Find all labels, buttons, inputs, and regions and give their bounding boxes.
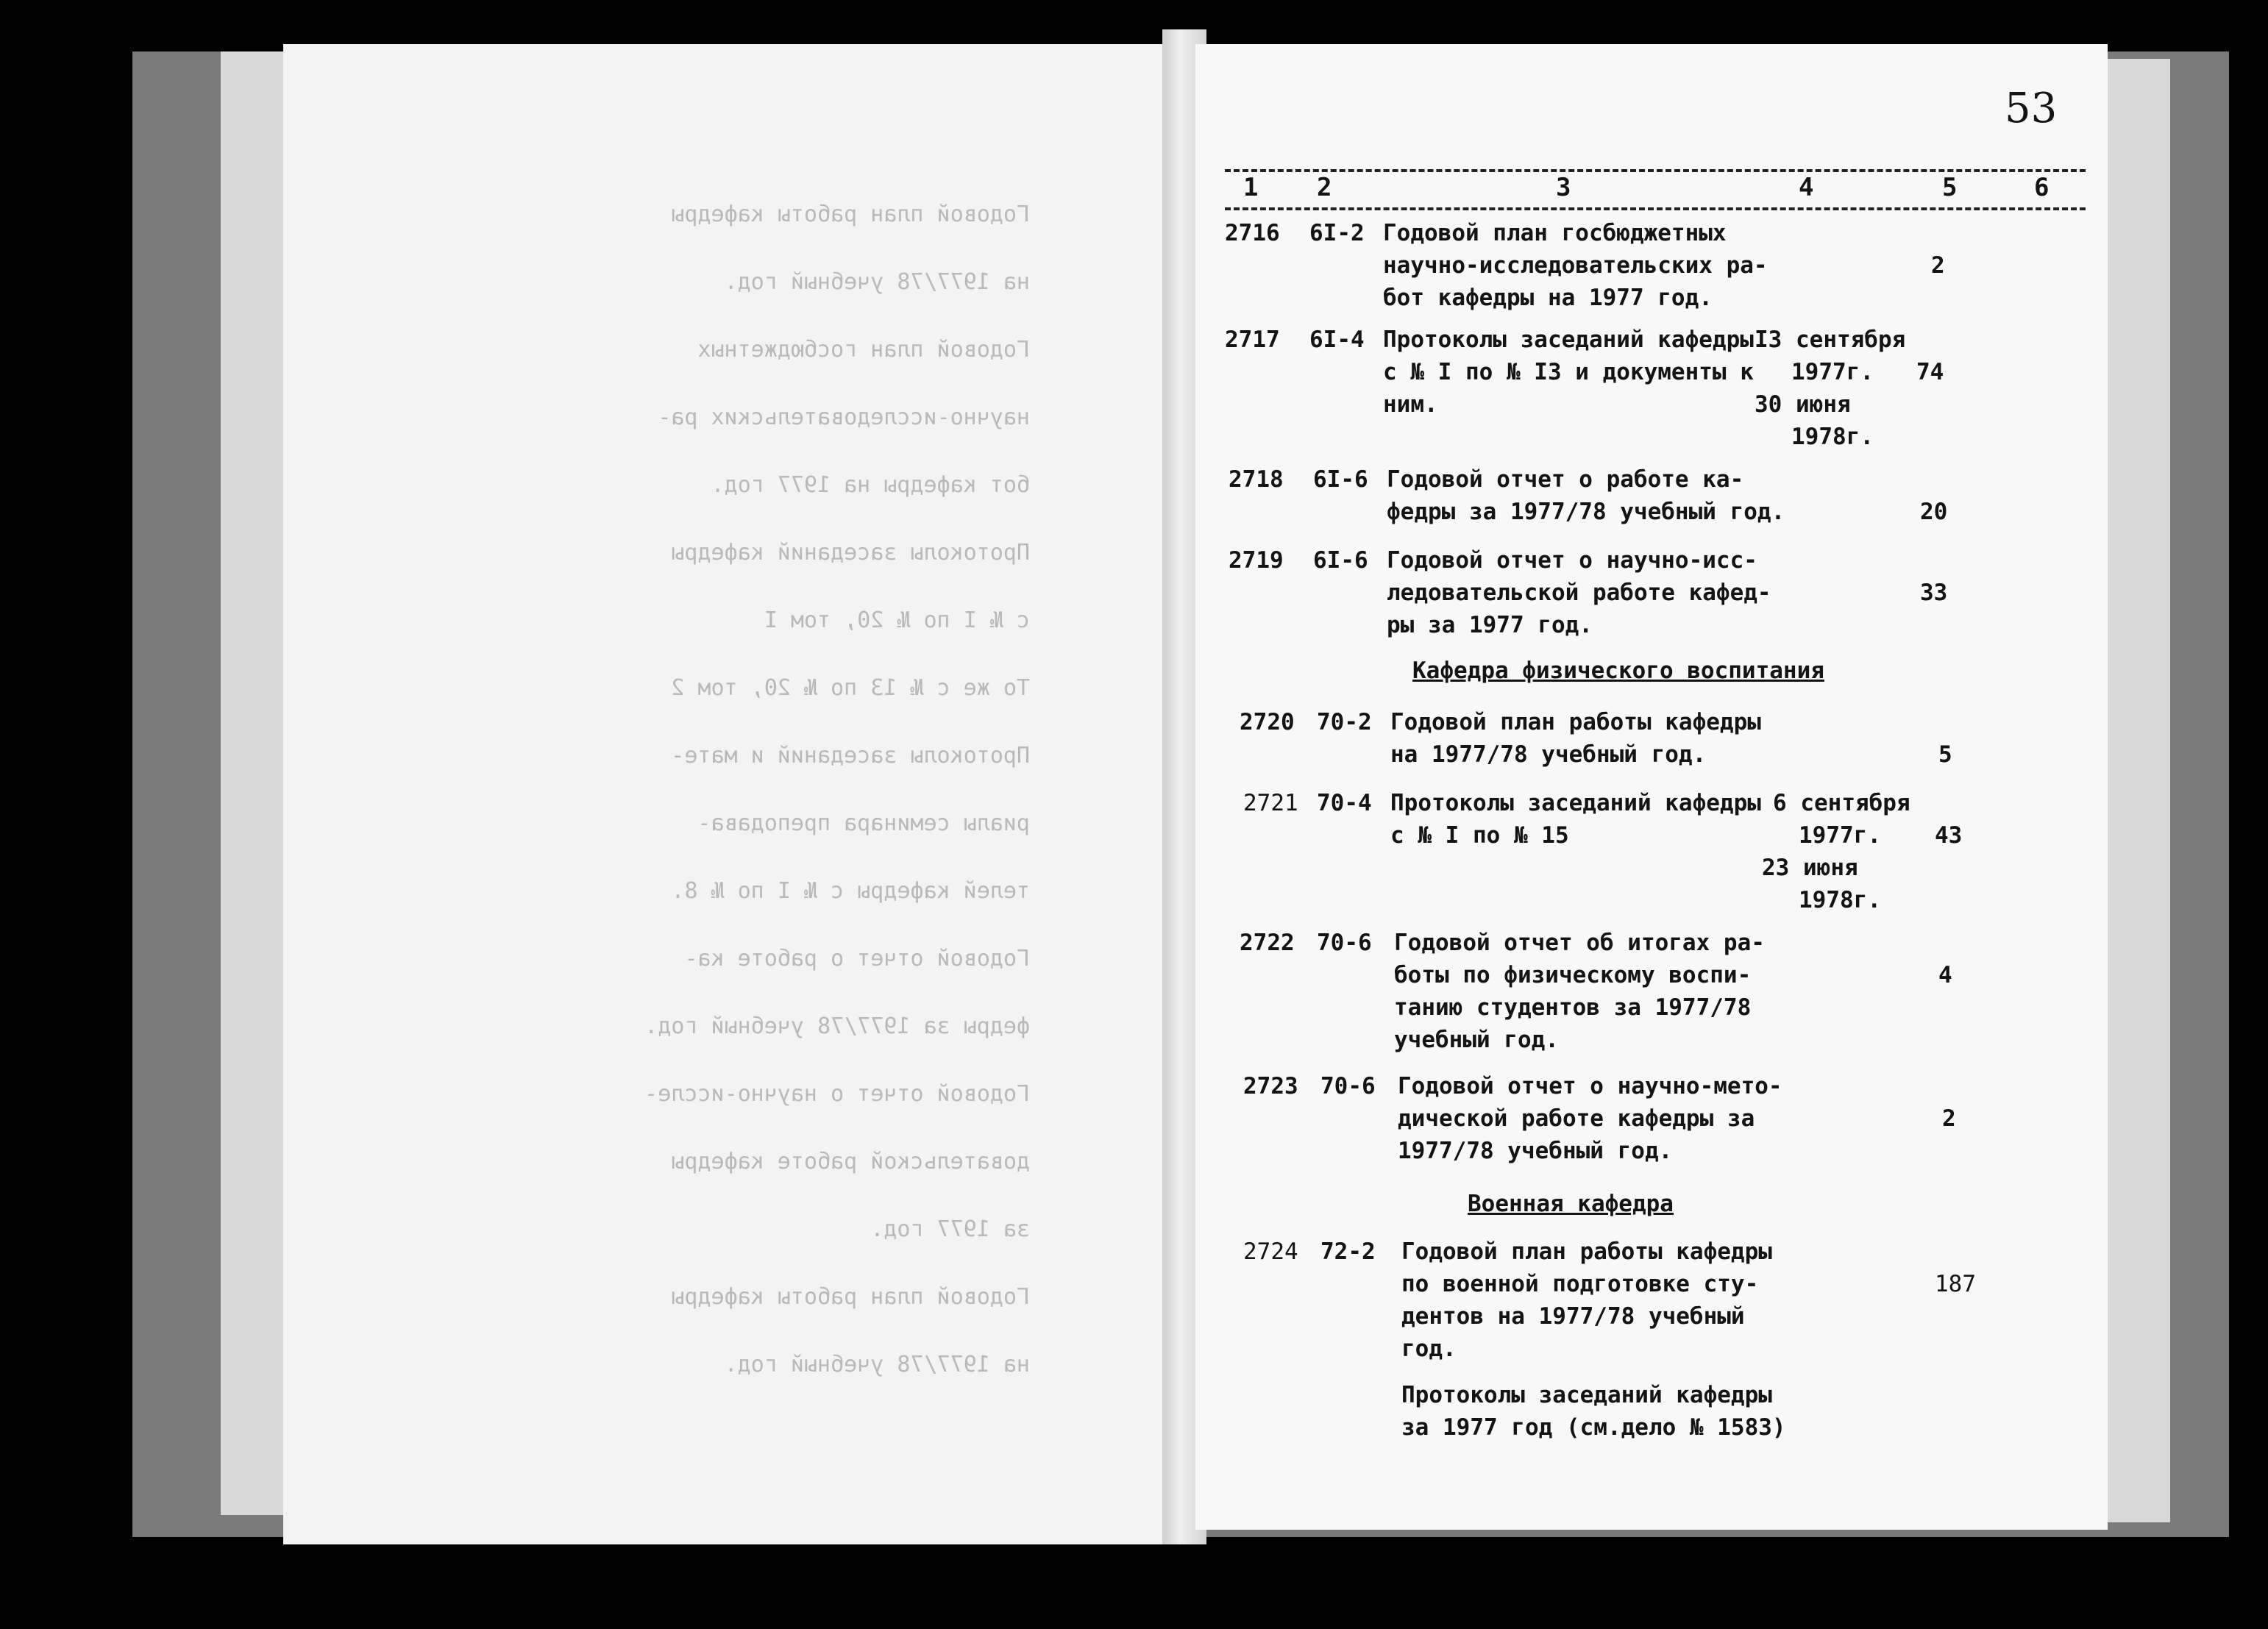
- entry-title-line: по военной подготовке сту-: [1401, 1271, 1759, 1297]
- entry-title-line: бот кафедры на 1977 год.: [1383, 285, 1713, 311]
- section-heading-military: Военная кафедра: [1468, 1191, 1674, 1217]
- bleed-line: Годовой план работы кафедры: [671, 1284, 1030, 1310]
- entry-pages: 74: [1916, 359, 1944, 385]
- entry-number: 2720: [1240, 709, 1295, 735]
- entry-index: 70-6: [1320, 1073, 1376, 1099]
- note-line: Протоколы заседаний кафедры: [1401, 1382, 1772, 1408]
- entry-index: 70-6: [1317, 930, 1372, 956]
- entry-number: 2716: [1225, 220, 1280, 246]
- folio-number: 53: [2005, 85, 2058, 132]
- entry-title-line: федры за 1977/78 учебный год.: [1387, 499, 1785, 525]
- entry-date: I3 сентября: [1755, 327, 1906, 353]
- entry-pages: 33: [1920, 580, 1948, 606]
- entry-pages: 187: [1935, 1271, 1976, 1297]
- entry-pages: 43: [1935, 822, 1963, 849]
- entry-title-line: с № I по № I3 и документы к: [1383, 359, 1754, 385]
- entry-date: 6 сентября: [1773, 790, 1910, 816]
- entry-number: 2717: [1225, 327, 1280, 353]
- left-page-bleed-text: [515, 199, 1030, 1434]
- entry-pages: 5: [1938, 741, 1952, 768]
- entry-pages: 2: [1942, 1105, 1956, 1132]
- entry-title-line: Годовой отчет о работе ка-: [1387, 466, 1744, 493]
- entry-title-line: год.: [1401, 1336, 1457, 1362]
- column-header-4: 4: [1799, 173, 1814, 202]
- entry-title-line: дентов на 1977/78 учебный: [1401, 1303, 1745, 1330]
- entry-title-line: на 1977/78 учебный год.: [1390, 741, 1707, 768]
- bleed-line: на 1977/78 учебный год.: [724, 269, 1030, 295]
- header-rule-bottom: [1225, 207, 2086, 210]
- entry-number: 2718: [1229, 466, 1284, 493]
- entry-number: 2723: [1243, 1073, 1298, 1099]
- column-header-5: 5: [1942, 173, 1958, 202]
- entry-title-line: дической работе кафедры за: [1398, 1105, 1755, 1132]
- entry-title-line: с № I по № 15: [1390, 822, 1569, 849]
- entry-title-line: научно-исследовательских ра-: [1383, 252, 1768, 279]
- entry-number: 2724: [1243, 1238, 1298, 1265]
- entry-title-line: боты по физическому воспи-: [1394, 962, 1752, 988]
- entry-pages: 20: [1920, 499, 1948, 525]
- bleed-line: Протоколы заседаний кафедры: [671, 540, 1030, 566]
- entry-index: 6I-6: [1313, 547, 1368, 574]
- entry-index: 70-2: [1317, 709, 1372, 735]
- entry-title-line: ледовательской работе кафед-: [1387, 580, 1771, 606]
- entry-number: 2722: [1240, 930, 1295, 956]
- entry-index: 70-4: [1317, 790, 1372, 816]
- entry-date: 30 июня: [1755, 391, 1851, 418]
- entry-index: 6I-4: [1309, 327, 1365, 353]
- entry-date: 1977г.: [1791, 359, 1874, 385]
- entry-number: 2721: [1243, 790, 1298, 816]
- header-rule-top: [1225, 169, 2086, 172]
- entry-date: 1977г.: [1799, 822, 1881, 849]
- bleed-line: научно-исследовательских ра-: [658, 404, 1030, 430]
- entry-pages: 4: [1938, 962, 1952, 988]
- section-heading-physical-education: Кафедра физического воспитания: [1412, 657, 1824, 684]
- bleed-line: на 1977/78 учебный год.: [724, 1352, 1030, 1377]
- bleed-line: бот кафедры на 1977 год.: [711, 472, 1030, 498]
- entry-title-line: Протоколы заседаний кафедры: [1390, 790, 1761, 816]
- entry-number: 2719: [1229, 547, 1284, 574]
- bleed-line: Годовой план госбюджетных: [697, 337, 1030, 363]
- entry-date: 1978г.: [1799, 887, 1881, 913]
- bleed-line: То же с № 13 по № 20, том 2: [671, 675, 1030, 701]
- bleed-line: Протоколы заседаний и мате-: [671, 743, 1030, 769]
- note-line: за 1977 год (см.дело № 1583): [1401, 1414, 1786, 1441]
- entry-title-line: 1977/78 учебный год.: [1398, 1138, 1673, 1164]
- entry-title-line: Годовой план работы кафедры: [1390, 709, 1761, 735]
- entry-title-line: ним.: [1383, 391, 1438, 418]
- bleed-line: Годовой отчет о работе ка-: [684, 946, 1030, 972]
- entry-title-line: Протоколы заседаний кафедры: [1383, 327, 1754, 353]
- entry-index: 6I-6: [1313, 466, 1368, 493]
- entry-title-line: ры за 1977 год.: [1387, 612, 1593, 638]
- column-header-3: 3: [1556, 173, 1571, 202]
- bleed-line: Годовой план работы кафедры: [671, 202, 1030, 227]
- entry-index: 6I-2: [1309, 220, 1365, 246]
- entry-pages: 2: [1931, 252, 1945, 279]
- bleed-line: Годовой отчет о научно-иссле-: [644, 1081, 1030, 1107]
- entry-date: 1978г.: [1791, 424, 1874, 450]
- entry-title-line: Годовой план работы кафедры: [1401, 1238, 1772, 1265]
- column-header-2: 2: [1317, 173, 1332, 202]
- entry-title-line: Годовой план госбюджетных: [1383, 220, 1727, 246]
- bleed-line: федры за 1977/78 учебный год.: [644, 1013, 1030, 1039]
- entry-title-line: танию студентов за 1977/78: [1394, 994, 1752, 1021]
- entry-title-line: Годовой отчет об итогах ра-: [1394, 930, 1765, 956]
- bleed-line: телей кафедры с № I по № 8.: [671, 878, 1030, 904]
- entry-date: 23 июня: [1762, 855, 1858, 881]
- entry-title-line: Годовой отчет о научно-исс-: [1387, 547, 1757, 574]
- column-header-1: 1: [1243, 173, 1259, 202]
- bleed-line: довательской работе кафедры: [671, 1149, 1030, 1174]
- entry-title-line: Годовой отчет о научно-мето-: [1398, 1073, 1782, 1099]
- bleed-line: с № I по № 20, том I: [764, 607, 1030, 633]
- entry-index: 72-2: [1320, 1238, 1376, 1265]
- entry-title-line: учебный год.: [1394, 1027, 1559, 1053]
- right-page: [1195, 44, 2108, 1530]
- bleed-line: за 1977 год.: [870, 1216, 1030, 1242]
- bleed-line: риалы семинара преподава-: [697, 810, 1030, 836]
- column-header-6: 6: [2034, 173, 2050, 202]
